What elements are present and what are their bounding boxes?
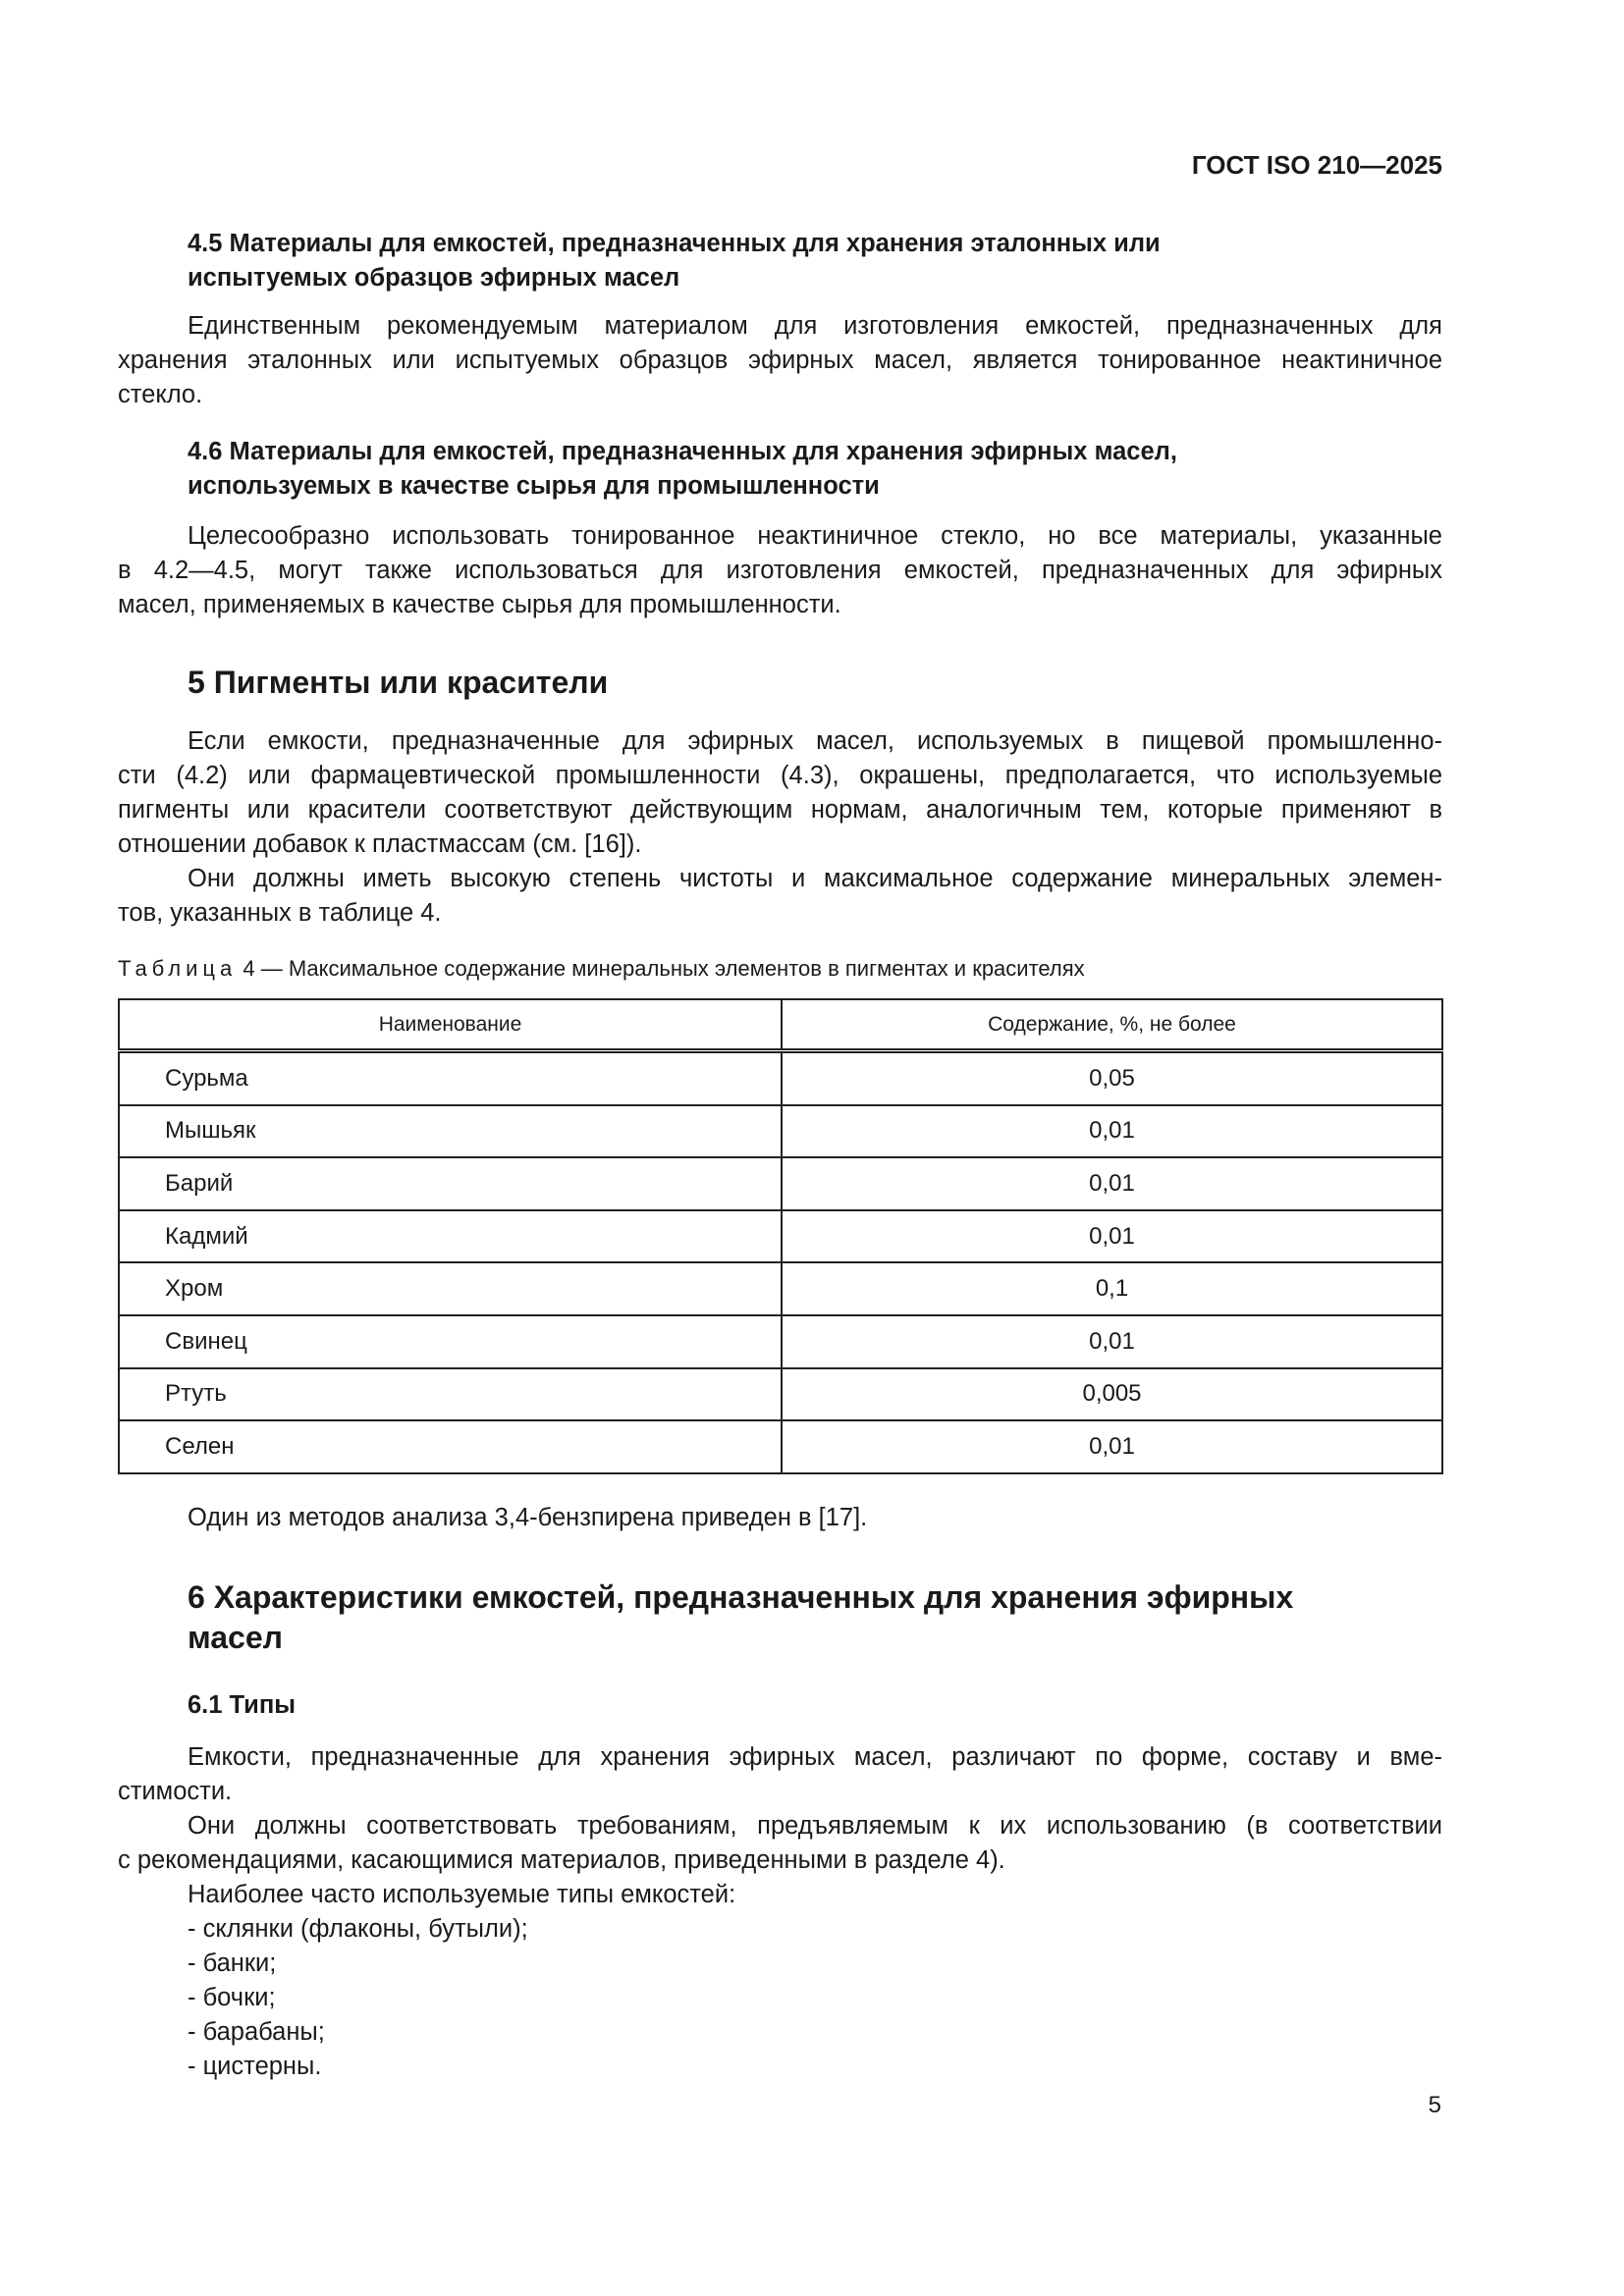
element-name: Хром [119,1262,782,1315]
text-line: тов, указанных в таблице 4. [118,899,442,927]
table-row [119,1105,1442,1158]
heading-line: 4.6 Материалы для емкостей, предназначенных для хранения эфирных масел, [188,438,1177,465]
mineral-content-table [118,998,1443,1474]
text-line: Они должны иметь высокую степень чистоты и максимальное содержание минеральных элемен- [188,865,1442,892]
element-content: 0,01 [782,1157,1442,1210]
list-item: - бочки; [188,1984,276,2011]
table-caption [118,954,1085,984]
list-item: - банки; [188,1949,277,1977]
list-item: - склянки (флаконы, бутыли); [188,1915,528,1943]
text-line: стимости. [118,1778,233,1805]
text-line: стекло. [118,381,203,408]
table-row [119,1210,1442,1263]
heading-line: масел [188,1620,283,1655]
table-row [119,1051,1442,1105]
table-row [119,1262,1442,1315]
document-id: ГОСТ ISO 210—2025 [1191,150,1442,180]
section-4-5-paragraph [118,309,1442,412]
text-line: Наиболее часто используемые типы емкостей: [188,1881,736,1908]
element-name: Барий [119,1157,782,1210]
element-content: 0,01 [782,1420,1442,1473]
heading-line: 6 Характеристики емкостей, предназначенных для хранения эфирных [188,1579,1294,1615]
heading-line: используемых в качестве сырья для промышленности [188,472,880,500]
table-note [118,1501,1442,1535]
section-6-1-paragraph [118,1740,1442,2084]
page-number: 5 [1428,2092,1441,2118]
text-line: с рекомендациями, касающимися материалов, приведенными в разделе 4). [118,1846,1005,1874]
table-header-row [119,999,1442,1051]
section-6-1-heading: 6.1 Типы [188,1691,296,1719]
table-row [119,1368,1442,1421]
table-row [119,1420,1442,1473]
element-content: 0,1 [782,1262,1442,1315]
element-name: Мышьяк [119,1105,782,1158]
element-name: Сурьма [119,1051,782,1105]
table-row [119,1315,1442,1368]
element-content: 0,005 [782,1368,1442,1421]
column-header-content: Содержание, %, не более [782,999,1442,1051]
text-line: Емкости, предназначенные для хранения эфирных масел, различают по форме, составу и вме- [188,1743,1442,1771]
element-name: Свинец [119,1315,782,1368]
element-content: 0,05 [782,1051,1442,1105]
section-4-6-paragraph [118,519,1442,622]
column-header-name: Наименование [119,999,782,1051]
element-content: 0,01 [782,1315,1442,1368]
text-line: Один из методов анализа 3,4-бензпирена приведен в [17]. [188,1504,868,1531]
table-caption-label: Таблица [118,956,238,981]
element-name: Кадмий [119,1210,782,1263]
text-line: хранения эталонных или испытуемых образцов эфирных масел, является тонированное неактиничное [118,347,1442,374]
section-4-6-heading [188,435,1177,504]
section-6-heading [188,1577,1293,1658]
text-line: Если емкости, предназначенные для эфирных масел, используемых в пищевой промышленно- [188,727,1442,755]
text-line: отношении добавок к пластмассам (см. [16]). [118,830,642,858]
element-name: Ртуть [119,1368,782,1421]
section-5-heading: 5 Пигменты или красители [188,665,609,700]
section-4-5-heading [188,227,1161,295]
text-line: масел, применяемых в качестве сырья для промышленности. [118,591,841,618]
heading-line: 4.5 Материалы для емкостей, предназначенных для хранения эталонных или [188,230,1161,257]
element-content: 0,01 [782,1210,1442,1263]
list-item: - барабаны; [188,2018,325,2046]
section-5-paragraph [118,724,1442,931]
table-caption-text: 4 — Максимальное содержание минеральных элементов в пигментах и красителях [237,956,1085,981]
text-line: Целесообразно использовать тонированное неактиничное стекло, но все материалы, указанные [188,522,1442,550]
text-line: Единственным рекомендуемым материалом для изготовления емкостей, предназначенных для [188,312,1442,340]
element-name: Селен [119,1420,782,1473]
text-line: Они должны соответствовать требованиям, предъявляемым к их использованию (в соответствии [188,1812,1442,1840]
list-item: - цистерны. [188,2053,322,2080]
element-content: 0,01 [782,1105,1442,1158]
table-row [119,1157,1442,1210]
heading-line: испытуемых образцов эфирных масел [188,264,680,292]
text-line: пигменты или красители соответствуют действующим нормам, аналогичным тем, которые применяют в [118,796,1442,824]
text-line: сти (4.2) или фармацевтической промышленности (4.3), окрашены, предполагается, что используемые [118,762,1442,789]
text-line: в 4.2—4.5, могут также использоваться для изготовления емкостей, предназначенных для эфирных [118,557,1442,584]
